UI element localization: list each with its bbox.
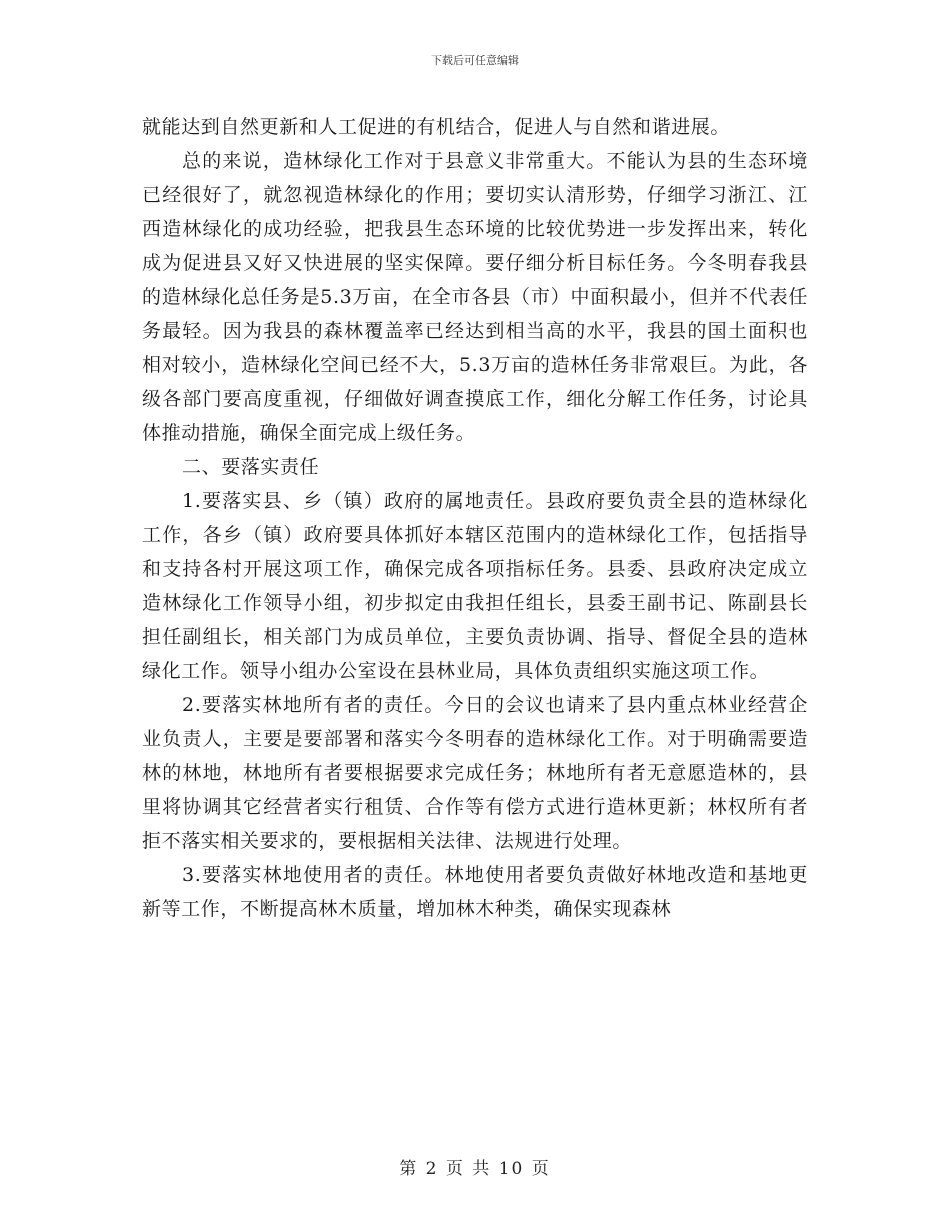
paragraph: 总的来说，造林绿化工作对于县意义非常重大。不能认为县的生态环境已经很好了，就忽视造林绿化的作用；要切实认清形势，仔细学习浙江、江西造林绿化的成功经验，把我县生态环境的比较优势进一步发挥出来，转化成为促进县又好又快进展的坚实保障。要仔细分析目标任务。今冬明春我县的造林绿化总任务是5.3万亩，在全市各县（市）中面积最小，但并不代表任务最轻。因为我县的森林覆盖率已经达到相当高的水平，我县的国土面积也相对较小，造林绿化空间已经不大，5.3万亩的造林任务非常艰巨。为此，各级各部门要高度重视，仔细做好调查摸底工作，细化分解工作任务，讨论具体推动措施，确保全面完成上级任务。 [142, 150, 808, 444]
document-body [142, 110, 808, 926]
paragraph: 2.要落实林地所有者的责任。今日的会议也请来了县内重点林业经营企业负责人，主要是要部署和落实今冬明春的造林绿化工作。对于明确需要造林的林地，林地所有者要根据要求完成任务；林地所有者无意愿造林的，县里将协调其它经营者实行租赁、合作等有偿方式进行造林更新；林权所有者拒不落实相关要求的，要根据相关法律、法规进行处理。 [142, 694, 808, 852]
paragraph: 3.要落实林地使用者的责任。林地使用者要负责做好林地改造和基地更新等工作，不断提高林木质量，增加林木种类，确保实现森林 [142, 864, 808, 920]
section-heading: 二、要落实责任 [182, 456, 320, 478]
paragraph: 就能达到自然更新和人工促进的有机结合，促进人与自然和谐进展。 [142, 116, 731, 138]
paragraph: 1.要落实县、乡（镇）政府的属地责任。县政府要负责全县的造林绿化工作，各乡（镇）政府要具体抓好本辖区范围内的造林绿化工作，包括指导和支持各村开展这项工作，确保完成各项指标任务。县委、县政府决定成立造林绿化工作领导小组，初步拟定由我担任组长，县委王副书记、陈副县长担任副组长，相关部门为成员单位，主要负责协调、指导、督促全县的造林绿化工作。领导小组办公室设在县林业局，具体负责组织实施这项工作。 [142, 490, 808, 682]
page-header: 下载后可任意编辑 [431, 54, 519, 67]
page-number: 第 2 页 共 10 页 [399, 1159, 551, 1179]
